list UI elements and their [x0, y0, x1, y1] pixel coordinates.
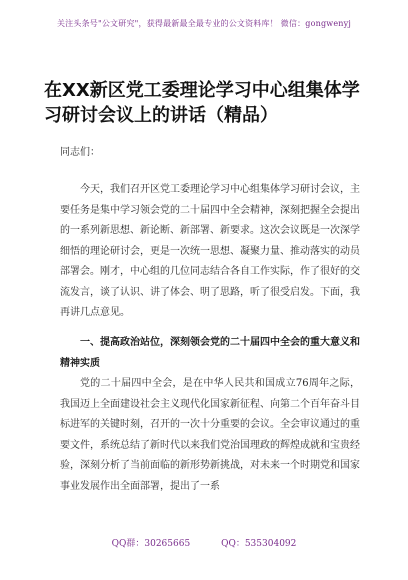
- document-title: 在XX新区党工委理论学习中心组集体学习研讨会议上的讲话（精品）: [44, 80, 360, 126]
- salutation: 同志们：: [60, 147, 100, 158]
- footer-contact: [0, 536, 408, 549]
- section-heading: 一、提高政治站位，深刻领会党的二十届四中全会的重大意义和精神实质: [60, 337, 360, 369]
- header-banner: 关注头条号"公文研究"，获得最新最全最专业的公文资料库！ 微信：gongwenyj: [56, 19, 352, 28]
- footer-qq-group: QQ群：30265665: [111, 539, 191, 549]
- paragraph-opening: 今天，我们召开区党工委理论学习中心组集体学习研讨会议，主要任务是集中学习领会党的二十届四中全会精神，深刻把握全会提出的一系列新思想、新论断、新部署、新要求。这次会议既是一次深学细悟的理论研讨会，更是一次统一思想、凝聚力量、推动落实的动员部署会。刚才，中心组的几位同志结合各自工作实际，作了很好的交流发言，谈了认识、讲了体会、明了思路，听了很受启发。下面，我再讲几点意见。: [60, 184, 360, 318]
- paragraph-section-one: 党的二十届四中全会，是在中华人民共和国成立76周年之际，我国迈上全面建设社会主义现代化国家新征程、向第二个百年奋斗目标进军的关键时刻，召开的一次十分重要的会议。全会审议通过的重要文件，系统总结了新时代以来我们党治国理政的辉煌成就和宝贵经验，深刻分析了当前面临的新形势新挑战，对未来一个时期党和国家事业发展作出全面部署，提出了一系: [60, 378, 360, 492]
- footer-qq: QQ：535304092: [221, 539, 297, 549]
